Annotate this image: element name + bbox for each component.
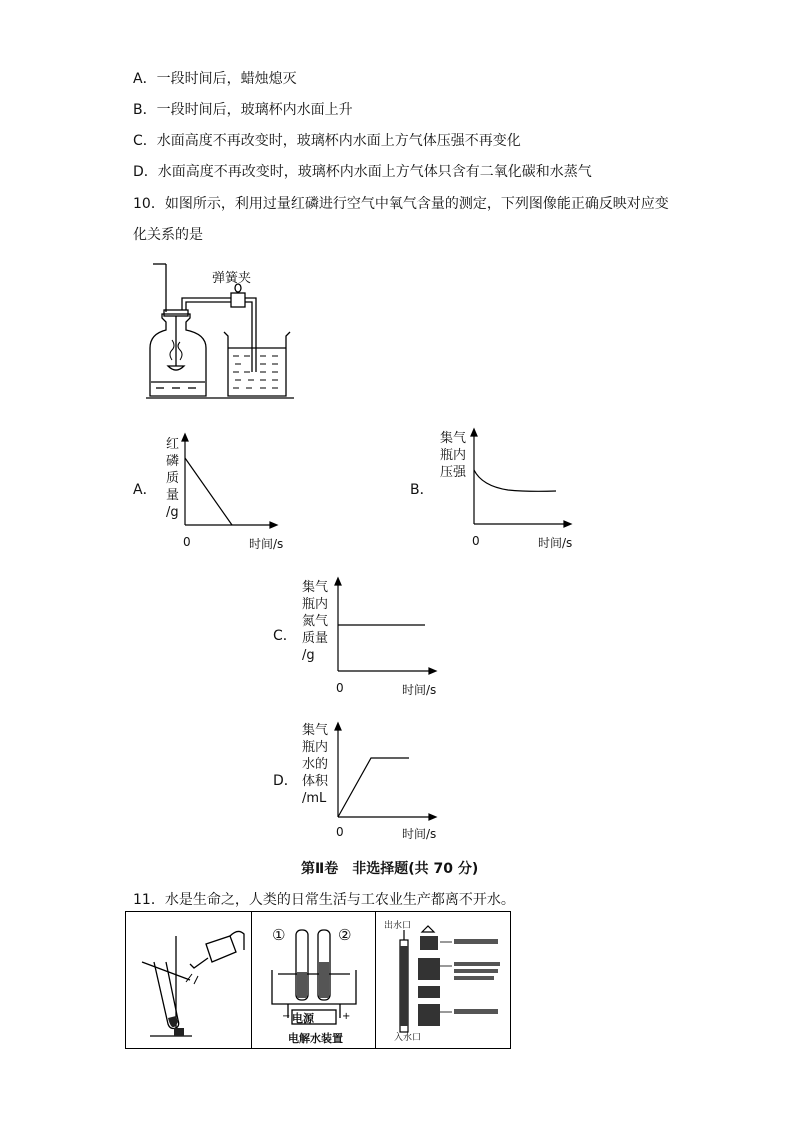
- q9-option-c: C．水面高度不再改变时，玻璃杯内水面上方气体压强不再变化: [133, 133, 521, 149]
- electrolysis-cell: [252, 912, 376, 1048]
- graph-b-xlabel: 时间/s: [538, 536, 573, 550]
- q11-stem: 11．水是生命之，人类的日常生活与工农业生产都离不开水。: [133, 892, 515, 908]
- graph-d-origin: 0: [336, 825, 344, 839]
- graph-a-plot: [180, 433, 280, 528]
- graph-a-series: [185, 458, 232, 525]
- q9-option-d: D．水面高度不再改变时，玻璃杯内水面上方气体只含有二氧化碳和水蒸气: [133, 164, 592, 180]
- tube-1-label: ①: [272, 926, 286, 944]
- graph-a-letter: A．: [133, 482, 157, 498]
- electrolysis-apparatus: [260, 922, 370, 1022]
- graph-d-ylabel: 集气 瓶内 水的 体积 /mL: [302, 723, 329, 806]
- graph-d-xlabel: 时间/s: [402, 827, 437, 841]
- graph-b-letter: B．: [410, 482, 434, 498]
- q9-option-a: A．一段时间后，蜡烛熄灭: [133, 71, 297, 87]
- svg-text:+: +: [342, 1011, 351, 1022]
- pouring-cell: [126, 912, 252, 1048]
- pouring-illustration: [132, 922, 246, 1040]
- graph-b-origin: 0: [472, 534, 480, 548]
- graph-a-origin: 0: [183, 535, 191, 549]
- q9-option-b: B．一段时间后，玻璃杯内水面上升: [133, 102, 353, 118]
- graph-c-origin: 0: [336, 681, 344, 695]
- graph-c-plot: [333, 577, 439, 675]
- graph-a-xlabel: 时间/s: [249, 537, 284, 551]
- purifier-diagram: [386, 926, 504, 1034]
- spring-clip-label: 弹簧夹: [212, 271, 252, 286]
- purifier-cell: [376, 912, 510, 1048]
- graph-c-ylabel: 集气 瓶内 氮气 质量 /g: [302, 580, 329, 663]
- section-title: 第Ⅱ卷 非选择题(共 70 分): [301, 861, 479, 877]
- graph-a-ylabel: 红 磷 质 量 /g: [166, 437, 180, 520]
- graph-c-xlabel: 时间/s: [402, 683, 437, 697]
- graph-d-letter: D．: [273, 773, 298, 789]
- power-label: 电源: [292, 1012, 314, 1025]
- graph-b-ylabel: 集气 瓶内 压强: [440, 431, 467, 480]
- graph-b-series: [474, 470, 556, 491]
- outlet-label: 出水口: [384, 921, 412, 931]
- graph-c-letter: C．: [273, 628, 297, 644]
- q10-stem-line1: 10．如图所示，利用过量红磷进行空气中氧气含量的测定，下列图像能正确反映对应变: [133, 196, 669, 212]
- graph-d-plot: [333, 722, 439, 820]
- graph-b-plot: [468, 428, 574, 528]
- apparatus-diagram: [140, 260, 300, 402]
- tube-2-label: ②: [338, 926, 352, 944]
- q10-stem-line2: 化关系的是: [133, 227, 203, 243]
- graph-d-series: [338, 758, 409, 817]
- svg-text:−: −: [282, 1011, 291, 1022]
- inlet-label: 入水口: [394, 1033, 422, 1043]
- q11-figure-table: [125, 911, 511, 1049]
- electrolysis-caption: 电解水装置: [288, 1032, 343, 1045]
